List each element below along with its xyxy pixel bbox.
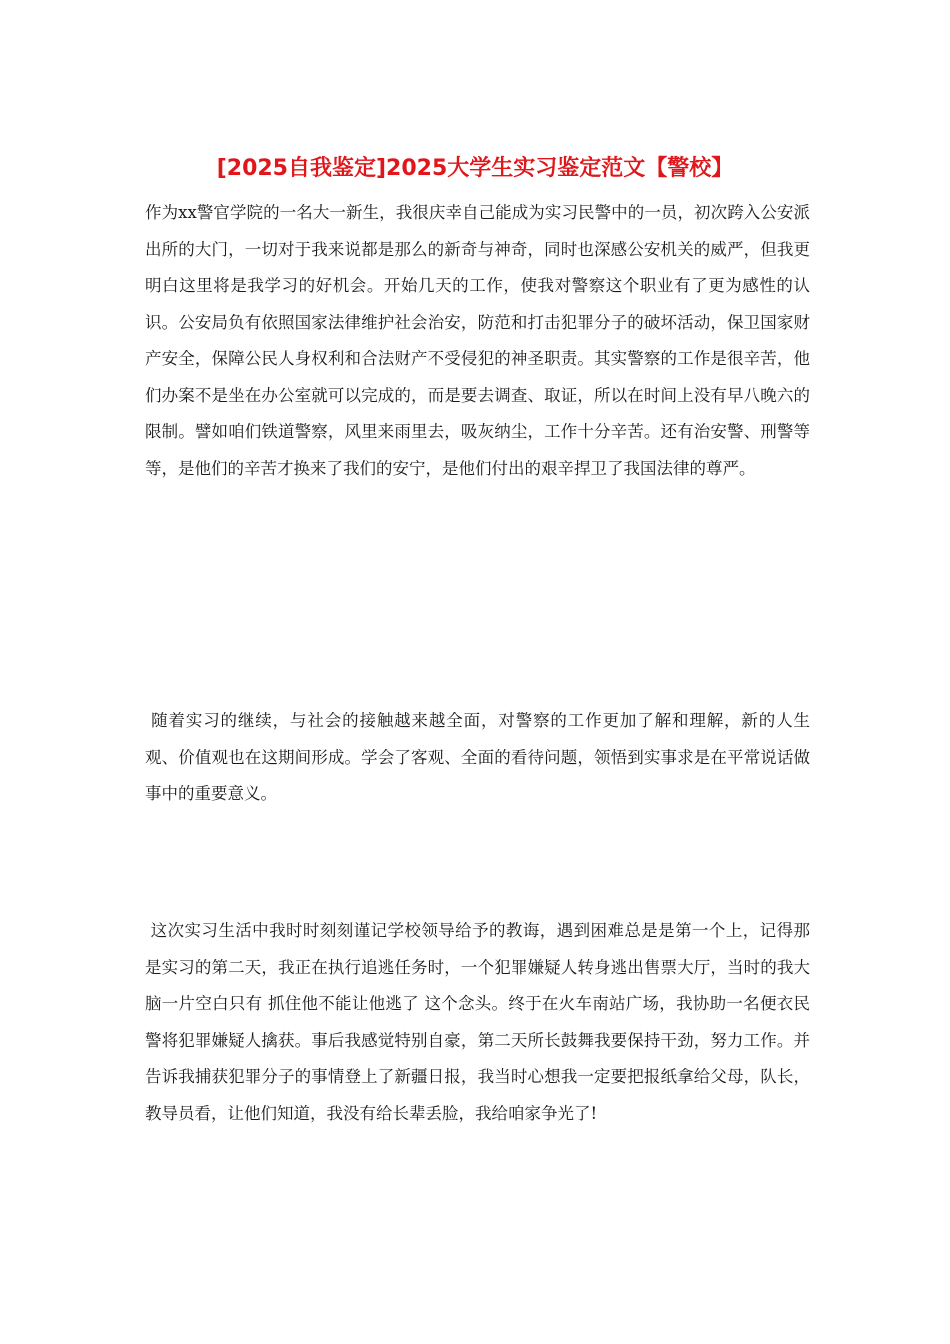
paragraph-1: 作为xx警官学院的一名大一新生，我很庆幸自己能成为实习民警中的一员，初次跨入公安派出所的大门，一切对于我来说都是那么的新奇与神奇，同时也深感公安机关的威严，但我更明白这里将是我学习的好机会。开始几天的工作，使我对警察这个职业有了更为感性的认识。公安局负有依照国家法律维护社会治安，防范和打击犯罪分子的破坏活动，保卫国家财产安全，保障公民人身权利和合法财产不受侵犯的神圣职责。其实警察的工作是很辛苦，他们办案不是坐在办公室就可以完成的，而是要去调查、取证，所以在时间上没有早八晚六的限制。譬如咱们铁道警察，风里来雨里去，吸灰纳尘，工作十分辛苦。还有治安警、刑警等等，是他们的辛苦才换来了我们的安宁，是他们付出的艰辛捍卫了我国法律的尊严。	[145, 203, 810, 478]
document-title: [2025自我鉴定]2025大学生实习鉴定范文【警校】	[216, 156, 734, 181]
paragraph-2: 随着实习的继续，与社会的接触越来越全面，对警察的工作更加了解和理解，新的人生观、价值观也在这期间形成。学会了客观、全面的看待问题，领悟到实事求是在平常说话做事中的重要意义。	[145, 711, 810, 803]
paragraph-3: 这次实习生活中我时时刻刻谨记学校领导给予的教诲，遇到困难总是是第一个上，记得那是实习的第二天，我正在执行追逃任务时，一个犯罪嫌疑人转身逃出售票大厅，当时的我大脑一片空白只有 抓住他不能让他逃了 这个念头。终于在火车南站广场，我协助一名便衣民警将犯罪嫌疑人擒获。事后我感觉特别自豪，第二天所长鼓舞我要保持干劲，努力工作。并告诉我捕获犯罪分子的事情登上了新疆日报，我当时心想我一定要把报纸拿给父母，队长，教导员看，让他们知道，我没有给长辈丢脸，我给咱家争光了!	[145, 921, 811, 1123]
